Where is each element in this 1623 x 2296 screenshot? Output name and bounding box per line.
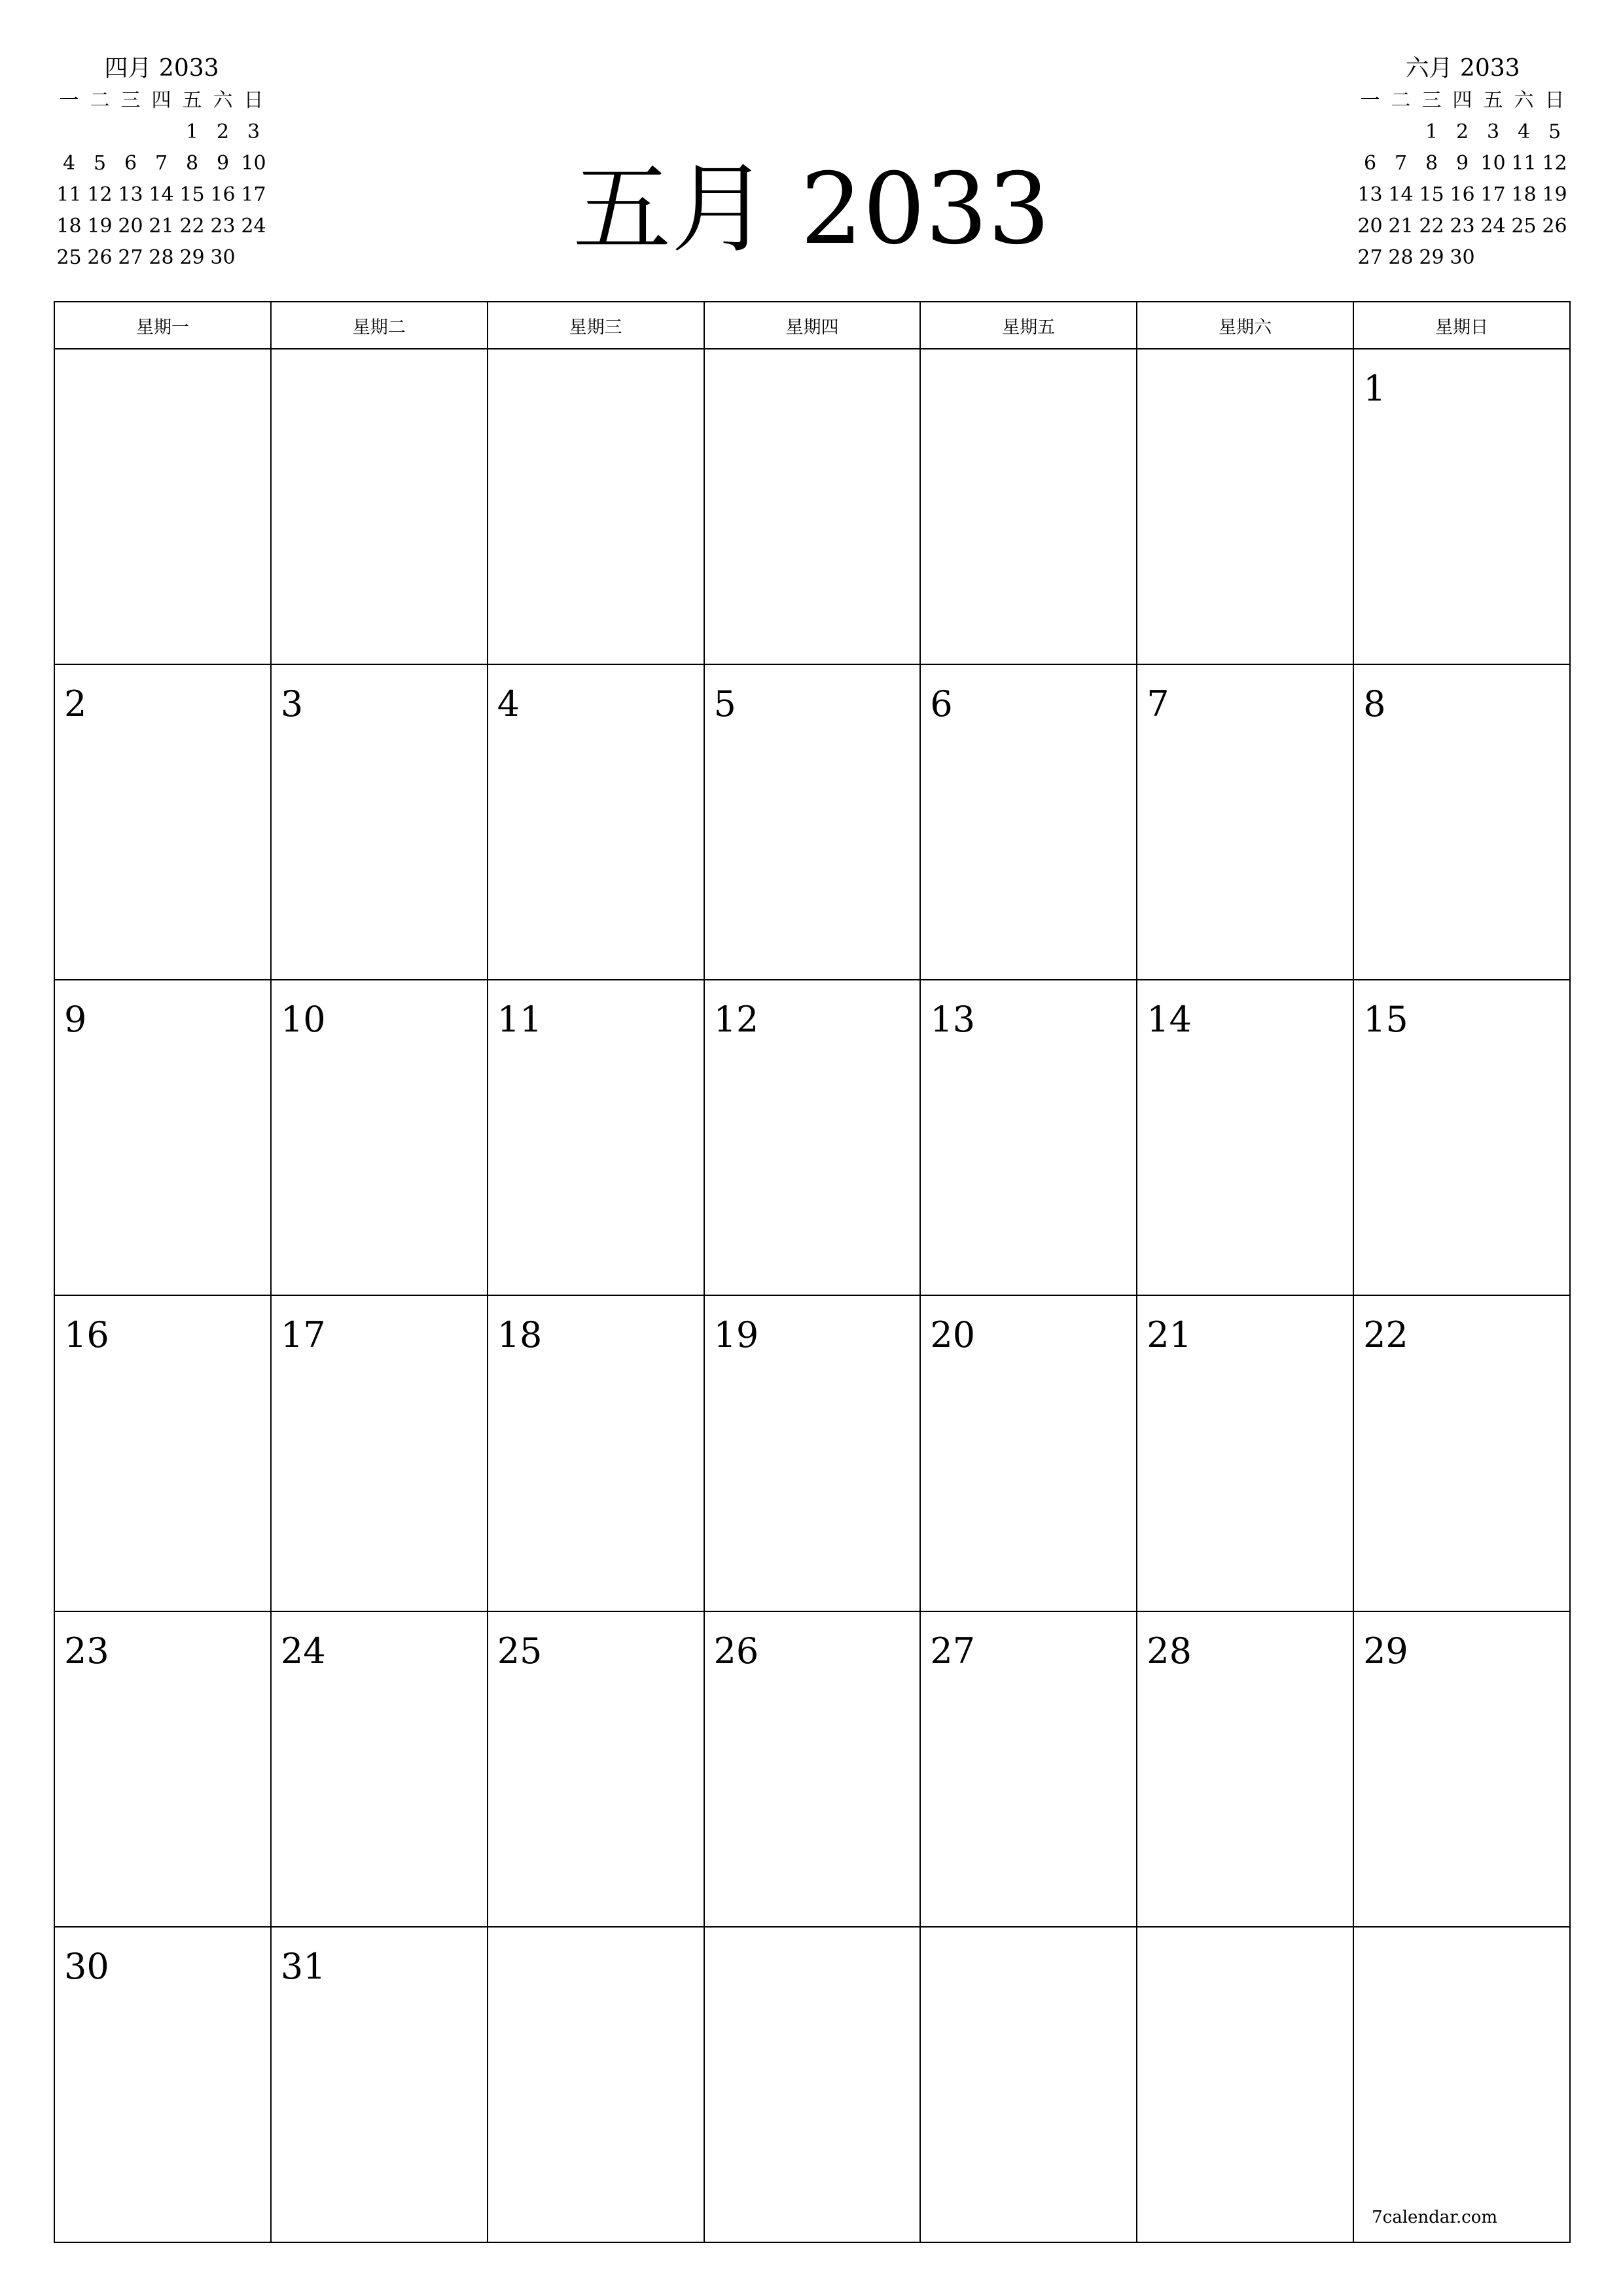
weekday-header-row bbox=[54, 302, 1570, 349]
week-row bbox=[54, 1611, 1570, 1927]
mini-day: 6 bbox=[1363, 152, 1377, 175]
day-number bbox=[921, 350, 1136, 369]
day-cell[interactable] bbox=[920, 980, 1137, 1295]
mini-calendar-next-title: 六月 2033 bbox=[1405, 55, 1520, 82]
day-cell[interactable] bbox=[1353, 349, 1570, 664]
mini-day: 22 bbox=[179, 215, 205, 238]
mini-day: 28 bbox=[149, 246, 174, 269]
mini-day: 13 bbox=[118, 183, 143, 206]
mini-day: 23 bbox=[210, 215, 236, 238]
day-cell[interactable] bbox=[271, 1611, 488, 1927]
day-cell[interactable] bbox=[920, 349, 1137, 664]
day-cell[interactable] bbox=[704, 1611, 921, 1927]
page-title: 五月 2033 bbox=[573, 152, 1050, 266]
mini-calendar-next-grid bbox=[1355, 85, 1571, 274]
mini-day bbox=[146, 117, 177, 148]
mini-day: 21 bbox=[149, 215, 174, 238]
day-cell[interactable] bbox=[1137, 664, 1353, 980]
day-number bbox=[488, 350, 704, 369]
day-number bbox=[705, 1928, 920, 1947]
day-cell[interactable] bbox=[1353, 1295, 1570, 1611]
mini-day: 9 bbox=[216, 152, 230, 175]
day-cell[interactable] bbox=[271, 664, 488, 980]
mini-day: 8 bbox=[1425, 152, 1438, 175]
day-cell[interactable] bbox=[488, 1295, 704, 1611]
day-number bbox=[705, 350, 920, 369]
day-cell[interactable] bbox=[920, 1611, 1137, 1927]
mini-weekday: 二 bbox=[90, 89, 110, 112]
weekday-header: 星期四 bbox=[704, 302, 921, 349]
mini-day: 19 bbox=[1542, 183, 1567, 206]
mini-day: 1 bbox=[185, 120, 199, 143]
mini-day: 26 bbox=[1542, 215, 1567, 238]
day-number: 15 bbox=[1363, 999, 1408, 1041]
mini-day: 14 bbox=[149, 183, 174, 206]
day-cell[interactable] bbox=[1137, 1611, 1353, 1927]
day-cell[interactable] bbox=[1353, 664, 1570, 980]
day-number: 23 bbox=[64, 1630, 109, 1672]
day-cell[interactable] bbox=[1137, 1295, 1353, 1611]
mini-day: 16 bbox=[1450, 183, 1475, 206]
mini-day: 27 bbox=[1357, 246, 1383, 269]
day-number: 25 bbox=[497, 1630, 543, 1672]
mini-weekday: 六 bbox=[213, 89, 233, 112]
day-number: 24 bbox=[280, 1630, 326, 1672]
day-number: 22 bbox=[1363, 1314, 1408, 1356]
mini-day: 5 bbox=[1548, 120, 1561, 143]
mini-day bbox=[1355, 117, 1385, 148]
week-row bbox=[54, 349, 1570, 664]
mini-day bbox=[115, 117, 146, 148]
mini-day bbox=[1508, 242, 1539, 274]
mini-day: 25 bbox=[56, 246, 82, 269]
month-grid bbox=[54, 301, 1571, 2243]
mini-day: 27 bbox=[118, 246, 143, 269]
day-cell[interactable] bbox=[1137, 980, 1353, 1295]
weekday-header: 星期一 bbox=[54, 302, 271, 349]
mini-day: 16 bbox=[210, 183, 236, 206]
day-cell[interactable] bbox=[488, 1611, 704, 1927]
day-number: 27 bbox=[930, 1630, 976, 1672]
mini-day: 9 bbox=[1455, 152, 1469, 175]
day-cell[interactable] bbox=[920, 1927, 1137, 2242]
day-cell[interactable] bbox=[54, 349, 271, 664]
mini-weekday: 五 bbox=[1483, 89, 1503, 112]
day-number: 30 bbox=[64, 1945, 109, 1987]
day-cell[interactable] bbox=[54, 664, 271, 980]
day-number: 1 bbox=[1363, 368, 1386, 409]
day-number: 11 bbox=[497, 999, 543, 1041]
week-row bbox=[54, 664, 1570, 980]
mini-day: 4 bbox=[62, 152, 76, 175]
mini-day: 2 bbox=[216, 120, 230, 143]
mini-day: 13 bbox=[1357, 183, 1383, 206]
mini-weekday: 二 bbox=[1391, 89, 1411, 112]
day-cell[interactable] bbox=[1137, 349, 1353, 664]
mini-day: 17 bbox=[241, 183, 266, 206]
mini-weekday: 日 bbox=[243, 89, 264, 112]
day-number: 26 bbox=[713, 1630, 759, 1672]
day-number: 12 bbox=[713, 999, 759, 1041]
mini-day: 19 bbox=[87, 215, 113, 238]
mini-day: 28 bbox=[1388, 246, 1414, 269]
mini-day: 17 bbox=[1480, 183, 1506, 206]
day-number: 31 bbox=[280, 1945, 326, 1987]
week-row bbox=[54, 1927, 1570, 2242]
mini-calendar-prev-title: 四月 2033 bbox=[104, 55, 219, 82]
day-number: 19 bbox=[713, 1314, 759, 1356]
mini-day: 8 bbox=[185, 152, 199, 175]
mini-day: 21 bbox=[1388, 215, 1414, 238]
day-number: 10 bbox=[280, 999, 326, 1041]
mini-day bbox=[1385, 117, 1416, 148]
day-cell[interactable] bbox=[488, 349, 704, 664]
day-cell[interactable] bbox=[271, 1927, 488, 2242]
day-cell[interactable] bbox=[920, 1295, 1137, 1611]
mini-day bbox=[1539, 242, 1570, 274]
mini-weekday: 三 bbox=[120, 89, 141, 112]
day-cell[interactable] bbox=[704, 1295, 921, 1611]
mini-day: 30 bbox=[210, 246, 236, 269]
mini-day: 30 bbox=[1450, 246, 1475, 269]
mini-day: 14 bbox=[1388, 183, 1414, 206]
day-number: 20 bbox=[930, 1314, 976, 1356]
mini-day bbox=[84, 117, 115, 148]
day-number: 6 bbox=[930, 683, 953, 725]
day-number bbox=[272, 350, 487, 369]
day-cell[interactable] bbox=[54, 1295, 271, 1611]
day-cell[interactable] bbox=[1137, 1927, 1353, 2242]
day-number: 8 bbox=[1363, 683, 1386, 725]
day-number: 4 bbox=[497, 683, 520, 725]
day-cell[interactable] bbox=[271, 1295, 488, 1611]
mini-day: 6 bbox=[124, 152, 137, 175]
day-number bbox=[1137, 1928, 1353, 1947]
mini-day: 4 bbox=[1517, 120, 1531, 143]
day-number bbox=[1354, 1928, 1569, 1947]
day-number bbox=[55, 350, 270, 369]
day-number: 5 bbox=[713, 683, 736, 725]
day-number bbox=[921, 1928, 1136, 1947]
day-number: 16 bbox=[64, 1314, 109, 1356]
weekday-header: 星期二 bbox=[271, 302, 488, 349]
day-cell[interactable] bbox=[488, 980, 704, 1295]
mini-day bbox=[1478, 242, 1508, 274]
mini-weekday: 五 bbox=[182, 89, 202, 112]
day-number: 7 bbox=[1147, 683, 1169, 725]
day-cell[interactable] bbox=[1353, 980, 1570, 1295]
mini-day: 24 bbox=[241, 215, 266, 238]
day-cell[interactable] bbox=[488, 664, 704, 980]
mini-day: 26 bbox=[87, 246, 113, 269]
mini-day: 25 bbox=[1511, 215, 1537, 238]
day-cell[interactable] bbox=[54, 1927, 271, 2242]
mini-weekday: 四 bbox=[151, 89, 171, 112]
weekday-header: 星期日 bbox=[1353, 302, 1570, 349]
mini-weekday: 六 bbox=[1514, 89, 1534, 112]
day-cell[interactable] bbox=[704, 349, 921, 664]
mini-weekday: 三 bbox=[1421, 89, 1442, 112]
day-cell[interactable] bbox=[271, 980, 488, 1295]
mini-day: 29 bbox=[1419, 246, 1444, 269]
mini-day: 12 bbox=[1542, 152, 1567, 175]
day-cell[interactable] bbox=[54, 980, 271, 1295]
day-cell[interactable] bbox=[704, 980, 921, 1295]
mini-day: 11 bbox=[56, 183, 82, 206]
weekday-header: 星期六 bbox=[1137, 302, 1353, 349]
mini-calendar-next bbox=[1355, 52, 1571, 274]
day-cell[interactable] bbox=[54, 1611, 271, 1927]
mini-day: 29 bbox=[179, 246, 205, 269]
mini-day: 20 bbox=[1357, 215, 1383, 238]
day-number bbox=[488, 1928, 704, 1947]
mini-day: 22 bbox=[1419, 215, 1444, 238]
day-number: 3 bbox=[280, 683, 304, 725]
day-cell[interactable] bbox=[920, 664, 1137, 980]
weekday-header: 星期五 bbox=[920, 302, 1137, 349]
day-number: 21 bbox=[1147, 1314, 1192, 1356]
mini-day: 20 bbox=[118, 215, 143, 238]
day-number: 29 bbox=[1363, 1630, 1408, 1672]
mini-weekday: 一 bbox=[1360, 89, 1380, 112]
day-cell[interactable] bbox=[1353, 1611, 1570, 1927]
mini-day: 12 bbox=[87, 183, 113, 206]
mini-day: 2 bbox=[1455, 120, 1469, 143]
mini-day: 18 bbox=[1511, 183, 1537, 206]
day-number: 9 bbox=[64, 999, 87, 1041]
mini-day: 10 bbox=[241, 152, 266, 175]
mini-day: 7 bbox=[154, 152, 168, 175]
day-number: 13 bbox=[930, 999, 976, 1041]
weekday-header: 星期三 bbox=[488, 302, 704, 349]
day-cell[interactable] bbox=[1353, 1927, 1570, 2242]
day-number: 2 bbox=[64, 683, 87, 725]
mini-day bbox=[54, 117, 84, 148]
day-cell[interactable] bbox=[704, 1927, 921, 2242]
mini-day: 3 bbox=[247, 120, 260, 143]
mini-day: 3 bbox=[1486, 120, 1500, 143]
mini-weekday: 四 bbox=[1452, 89, 1472, 112]
mini-day: 15 bbox=[179, 183, 205, 206]
week-row bbox=[54, 1295, 1570, 1611]
mini-day: 24 bbox=[1480, 215, 1506, 238]
week-row bbox=[54, 980, 1570, 1295]
day-number: 14 bbox=[1147, 999, 1192, 1041]
day-number bbox=[1137, 350, 1353, 369]
mini-day: 1 bbox=[1425, 120, 1438, 143]
day-cell[interactable] bbox=[271, 349, 488, 664]
mini-day: 10 bbox=[1480, 152, 1506, 175]
day-number: 17 bbox=[280, 1314, 326, 1356]
day-cell[interactable] bbox=[488, 1927, 704, 2242]
mini-day: 11 bbox=[1511, 152, 1537, 175]
mini-day: 18 bbox=[56, 215, 82, 238]
mini-day: 5 bbox=[93, 152, 107, 175]
watermark-text: 7calendar.com bbox=[1372, 2208, 1497, 2227]
mini-day: 15 bbox=[1419, 183, 1444, 206]
mini-day: 23 bbox=[1450, 215, 1475, 238]
day-cell[interactable] bbox=[704, 664, 921, 980]
day-number: 18 bbox=[497, 1314, 543, 1356]
mini-weekday: 日 bbox=[1544, 89, 1565, 112]
mini-weekday: 一 bbox=[59, 89, 79, 112]
mini-day: 7 bbox=[1394, 152, 1408, 175]
day-number: 28 bbox=[1147, 1630, 1192, 1672]
